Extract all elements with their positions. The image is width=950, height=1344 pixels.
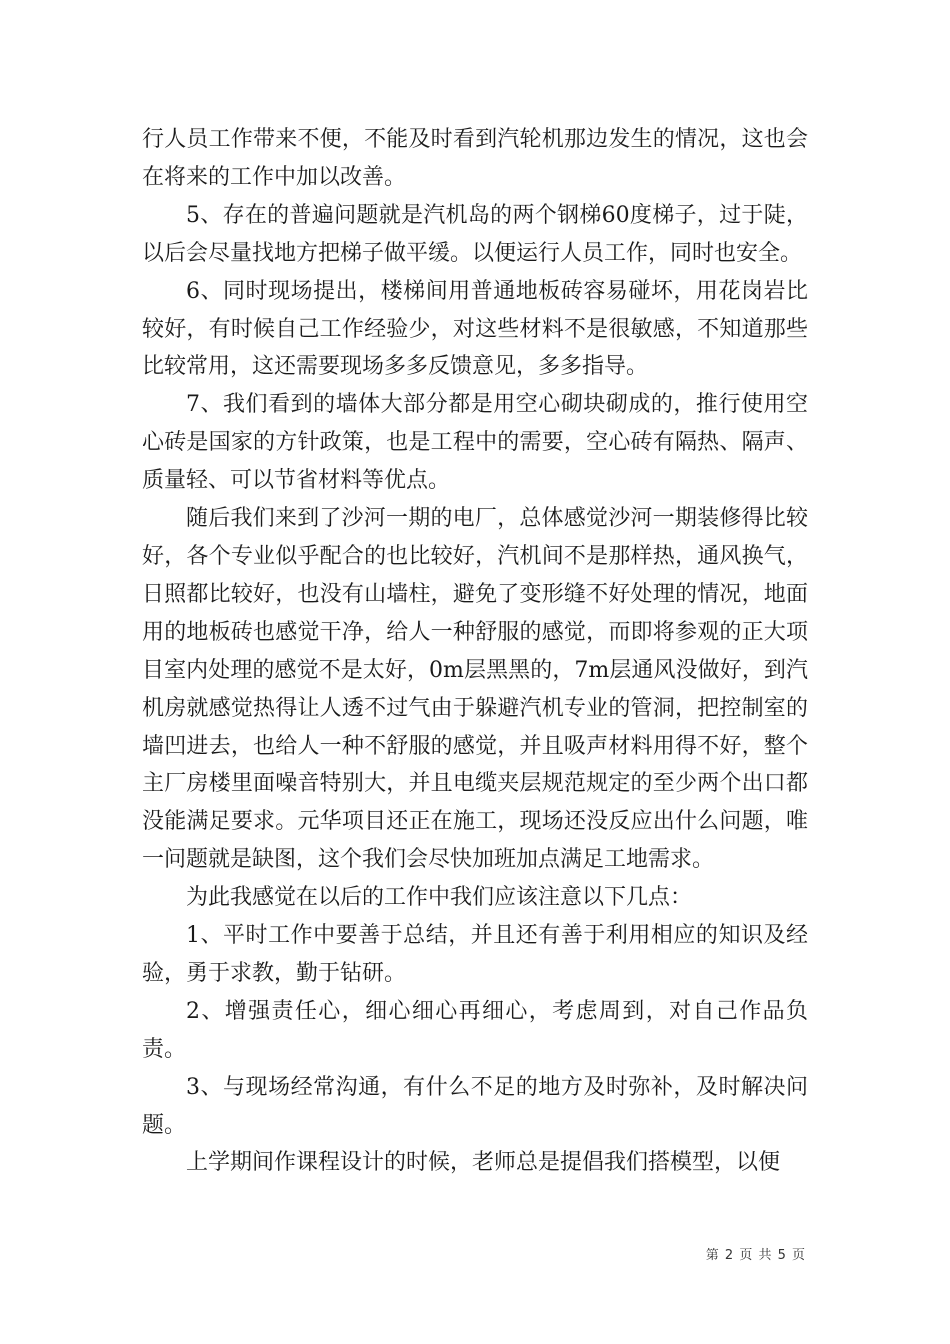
paragraph-continuation: 行人员工作带来不便，不能及时看到汽轮机那边发生的情况，这也会在将来的工作中加以改善。: [142, 127, 808, 190]
paragraph-lesson-1: 1、平时工作中要善于总结，并且还有善于利用相应的知识及经验，勇于求教，勤于钻研。: [142, 923, 808, 986]
paragraph-item-5: 5、存在的普遍问题就是汽机岛的两个钢梯60度梯子，过于陡，以后会尽量找地方把梯子做平缓。以便运行人员工作，同时也安全。: [142, 202, 808, 266]
page-number-footer: 第 2 页 共 5 页: [705, 1248, 806, 1263]
document-body: [142, 121, 808, 1182]
paragraph-course-design: 上学期间作课程设计的时候，老师总是提倡我们搭模型，以便: [186, 1150, 781, 1176]
paragraph-shahe-visit: 随后我们来到了沙河一期的电厂，总体感觉沙河一期装修得比较好，各个专业似乎配合的也比较好，汽机间不是那样热，通风换气，日照都比较好，也没有山墙柱，避免了变形缝不好处理的情况，地面用的地板砖也感觉干净，给人一种舒服的感觉，而即将参观的正大项目室内处理的感觉不是太好，0m层黑黑的，7m层通风没做好，到汽机房就感觉热得让人透不过气由于躲避汽机专业的管洞，把控制室的墙凹进去，也给人一种不舒服的感觉，并且吸声材料用得不好，整个主厂房楼里面噪音特别大，并且电缆夹层规范规定的至少两个出口都没能满足要求。元华项目还正在施工，现场还没反应出什么问题，唯一问题就是缺图，这个我们会尽快加班加点满足工地需求。: [142, 506, 808, 873]
paragraph-lesson-3: 3、与现场经常沟通，有什么不足的地方及时弥补，及时解决问题。: [142, 1074, 808, 1138]
paragraph-item-6: 6、同时现场提出，楼梯间用普通地板砖容易碰坏，用花岗岩比较好，有时候自己工作经验少，对这些材料不是很敏感，不知道那些比较常用，这还需要现场多多反馈意见，多多指导。: [142, 278, 808, 380]
paragraph-lessons-intro: 为此我感觉在以后的工作中我们应该注意以下几点：: [186, 885, 693, 911]
paragraph-item-7: 7、我们看到的墙体大部分都是用空心砌块砌成的，推行使用空心砖是国家的方针政策，也是工程中的需要，空心砖有隔热、隔声、质量轻、可以节省材料等优点。: [142, 392, 808, 494]
paragraph-lesson-2: 2、增强责任心，细心细心再细心，考虑周到，对自己作品负责。: [142, 998, 808, 1062]
